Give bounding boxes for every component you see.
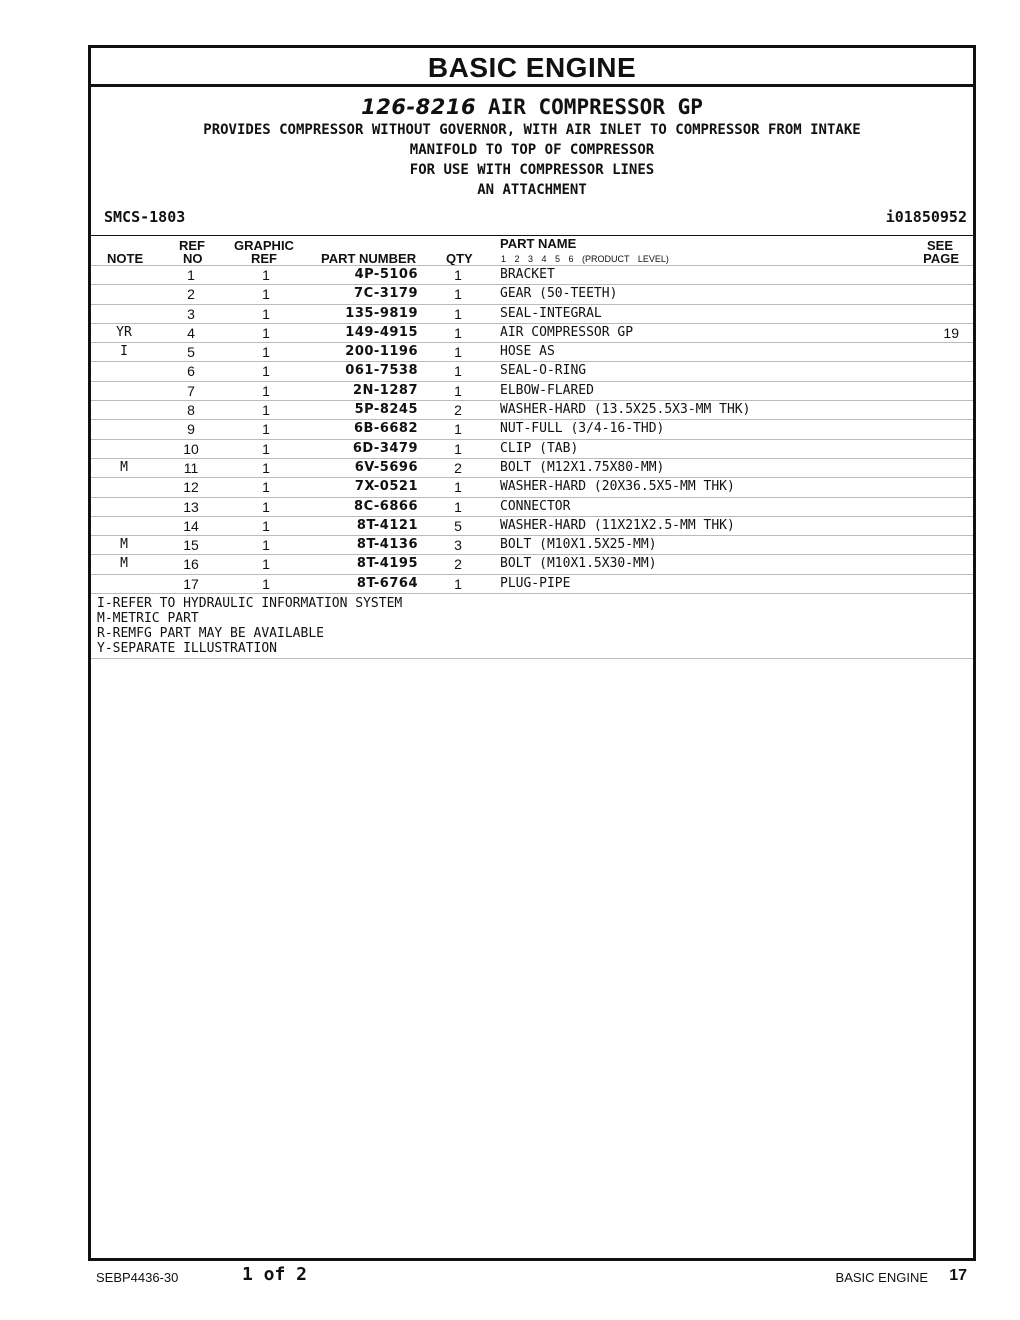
part-name-cell: GEAR (50-TEETH): [500, 286, 618, 302]
graphic-ref-cell: 1: [262, 440, 270, 457]
table-row: [91, 574, 973, 593]
part-number-cell: 7X-0521: [354, 479, 418, 495]
qty-cell: 1: [454, 324, 462, 341]
ref-cell: 2: [187, 286, 195, 303]
part-number-cell: 200-1196: [345, 344, 418, 360]
table-row: [91, 477, 973, 496]
graphic-ref-cell: 1: [262, 556, 270, 573]
note-line: M-METRIC PART: [97, 611, 199, 627]
qty-cell: 1: [454, 575, 462, 592]
part-number-cell: 8T-4195: [356, 556, 418, 572]
part-number-cell: 061-7538: [345, 363, 418, 379]
header-graphic-bottom: REF: [251, 251, 277, 266]
part-name-cell: ELBOW-FLARED: [500, 382, 594, 398]
footer-doc-id: SEBP4436-30: [96, 1270, 179, 1285]
qty-cell: 1: [454, 498, 462, 515]
table-row: [91, 304, 973, 323]
part-number-cell: 8T-4136: [356, 537, 418, 553]
page-footer: [0, 1265, 1020, 1289]
ref-cell: 9: [187, 421, 195, 438]
qty-cell: 1: [454, 305, 462, 322]
part-number-cell: 4P-5106: [354, 267, 418, 282]
table-row: [91, 458, 973, 477]
qty-cell: 3: [454, 537, 462, 554]
note-line: Y-SEPARATE ILLUSTRATION: [97, 641, 278, 657]
header-part-name: PART NAME: [500, 236, 577, 251]
part-number-cell: 135-9819: [345, 305, 418, 321]
graphic-ref-cell: 1: [262, 402, 270, 419]
qty-cell: 1: [454, 440, 462, 457]
qty-cell: 2: [454, 556, 462, 573]
header-part-number: PART NUMBER: [321, 251, 417, 266]
graphic-ref-cell: 1: [262, 537, 270, 554]
table-row: [91, 265, 973, 284]
table-row: [91, 361, 973, 380]
graphic-ref-cell: 1: [262, 498, 270, 515]
part-name-cell: AIR COMPRESSOR GP: [500, 324, 634, 340]
part-number-cell: 7C-3179: [354, 286, 418, 302]
part-name-cell: CLIP (TAB): [500, 440, 579, 456]
part-number-cell: 6D-3479: [352, 440, 418, 456]
note-cell: M: [120, 556, 128, 572]
ref-cell: 4: [187, 324, 195, 341]
part-name-cell: WASHER-HARD (11X21X2.5-MM THK): [500, 517, 735, 533]
part-name-cell: BRACKET: [500, 267, 555, 282]
graphic-ref-cell: 1: [262, 363, 270, 380]
group-name: AIR COMPRESSOR GP: [487, 95, 703, 119]
part-name-cell: SEAL-O-RING: [500, 363, 587, 379]
qty-cell: 2: [454, 459, 462, 476]
header-see-top: SEE: [926, 238, 953, 253]
part-name-cell: WASHER-HARD (13.5X25.5X3-MM THK): [500, 402, 751, 418]
table-row: [91, 381, 973, 400]
part-name-cell: NUT-FULL (3/4-16-THD): [500, 421, 665, 437]
ref-cell: 11: [183, 459, 199, 476]
notes-legend: [91, 593, 973, 659]
header-ref-top: REF: [179, 238, 205, 253]
qty-cell: 5: [454, 517, 462, 534]
ref-cell: 3: [187, 305, 195, 322]
smcs-code: SMCS-1803: [104, 208, 186, 226]
note-line: I-REFER TO HYDRAULIC INFORMATION SYSTEM: [97, 596, 403, 612]
ref-cell: 7: [187, 382, 195, 399]
part-number-cell: 6V-5696: [354, 459, 418, 475]
group-part-number: 126-8216: [361, 95, 477, 119]
table-row: [91, 400, 973, 419]
part-number-cell: 8T-6764: [356, 575, 418, 591]
part-name-cell: BOLT (M12X1.75X80-MM): [500, 459, 665, 475]
qty-cell: 2: [454, 402, 462, 419]
header-see-bottom: PAGE: [923, 251, 959, 266]
qty-cell: 1: [454, 363, 462, 380]
qty-cell: 1: [454, 479, 462, 496]
graphic-ref-cell: 1: [262, 421, 270, 438]
table-row: [91, 284, 973, 303]
qty-cell: 1: [454, 344, 462, 361]
part-number-cell: 8T-4121: [356, 517, 418, 533]
group-description: [91, 120, 973, 200]
qty-cell: 1: [454, 286, 462, 303]
graphic-ref-cell: 1: [262, 267, 270, 283]
table-row: [91, 342, 973, 361]
graphic-ref-cell: 1: [262, 575, 270, 592]
description-line: AN ATTACHMENT: [477, 182, 587, 198]
part-number-cell: 2N-1287: [352, 382, 418, 398]
graphic-ref-cell: 1: [262, 305, 270, 322]
ref-cell: 17: [183, 575, 199, 592]
table-row: [91, 439, 973, 458]
part-name-cell: BOLT (M10X1.5X30-MM): [500, 556, 657, 572]
part-number-cell: 149-4915: [345, 324, 418, 340]
table-header: [91, 235, 973, 266]
header-graphic-top: GRAPHIC: [234, 238, 294, 253]
description-line: FOR USE WITH COMPRESSOR LINES: [409, 162, 655, 178]
ref-cell: 8: [187, 402, 195, 419]
part-name-cell: CONNECTOR: [500, 498, 571, 514]
part-name-cell: PLUG-PIPE: [500, 575, 571, 591]
identifier-row: [91, 208, 973, 228]
qty-cell: 1: [454, 267, 462, 283]
footer-page-number: 17: [949, 1267, 967, 1284]
ref-cell: 10: [183, 440, 199, 457]
table-row: [91, 419, 973, 438]
part-name-cell: BOLT (M10X1.5X25-MM): [500, 537, 657, 553]
parts-table: [91, 265, 973, 659]
table-row: [91, 497, 973, 516]
page-frame: [88, 45, 976, 1261]
group-title: [91, 95, 973, 120]
qty-cell: 1: [454, 382, 462, 399]
footer-page-of: 1 of 2: [242, 1264, 308, 1285]
qty-cell: 1: [454, 421, 462, 438]
table-row: [91, 554, 973, 573]
graphic-ref-cell: 1: [262, 324, 270, 341]
ref-cell: 5: [187, 344, 195, 361]
header-ref-bottom: NO: [183, 251, 203, 266]
note-cell: I: [120, 344, 128, 360]
part-name-cell: SEAL-INTEGRAL: [500, 305, 602, 321]
illustration-id: i01850952: [885, 208, 967, 226]
ref-cell: 15: [183, 537, 199, 554]
part-name-cell: HOSE AS: [500, 344, 555, 360]
ref-cell: 13: [183, 498, 199, 515]
table-row: [91, 535, 973, 554]
description-line: MANIFOLD TO TOP OF COMPRESSOR: [409, 142, 655, 158]
ref-cell: 16: [183, 556, 199, 573]
ref-cell: 6: [187, 363, 195, 380]
note-cell: M: [120, 537, 128, 553]
note-cell: YR: [116, 324, 132, 340]
graphic-ref-cell: 1: [262, 286, 270, 303]
header-note: NOTE: [107, 251, 144, 266]
graphic-ref-cell: 1: [262, 517, 270, 534]
header-product-levels: 1 2 3 4 5 6 (PRODUCT LEVEL): [501, 254, 669, 264]
footer-section: BASIC ENGINE: [835, 1270, 928, 1285]
note-line: R-REMFG PART MAY BE AVAILABLE: [97, 626, 324, 642]
header-qty: QTY: [446, 251, 473, 266]
ref-cell: 12: [183, 479, 199, 496]
ref-cell: 1: [187, 267, 195, 283]
ref-cell: 14: [183, 517, 199, 534]
graphic-ref-cell: 1: [262, 382, 270, 399]
see-page-cell: 19: [943, 324, 959, 341]
part-number-cell: 5P-8245: [354, 402, 418, 418]
part-name-cell: WASHER-HARD (20X36.5X5-MM THK): [500, 479, 735, 495]
description-line: PROVIDES COMPRESSOR WITHOUT GOVERNOR, WITH AIR INLET TO COMPRESSOR FROM INTAKE: [203, 122, 861, 138]
graphic-ref-cell: 1: [262, 344, 270, 361]
table-row: [91, 323, 973, 342]
table-row: [91, 516, 973, 535]
section-title: BASIC ENGINE: [91, 48, 973, 87]
graphic-ref-cell: 1: [262, 479, 270, 496]
note-cell: M: [120, 459, 128, 475]
part-number-cell: 6B-6682: [353, 421, 418, 437]
graphic-ref-cell: 1: [262, 459, 270, 476]
part-number-cell: 8C-6866: [354, 498, 418, 514]
